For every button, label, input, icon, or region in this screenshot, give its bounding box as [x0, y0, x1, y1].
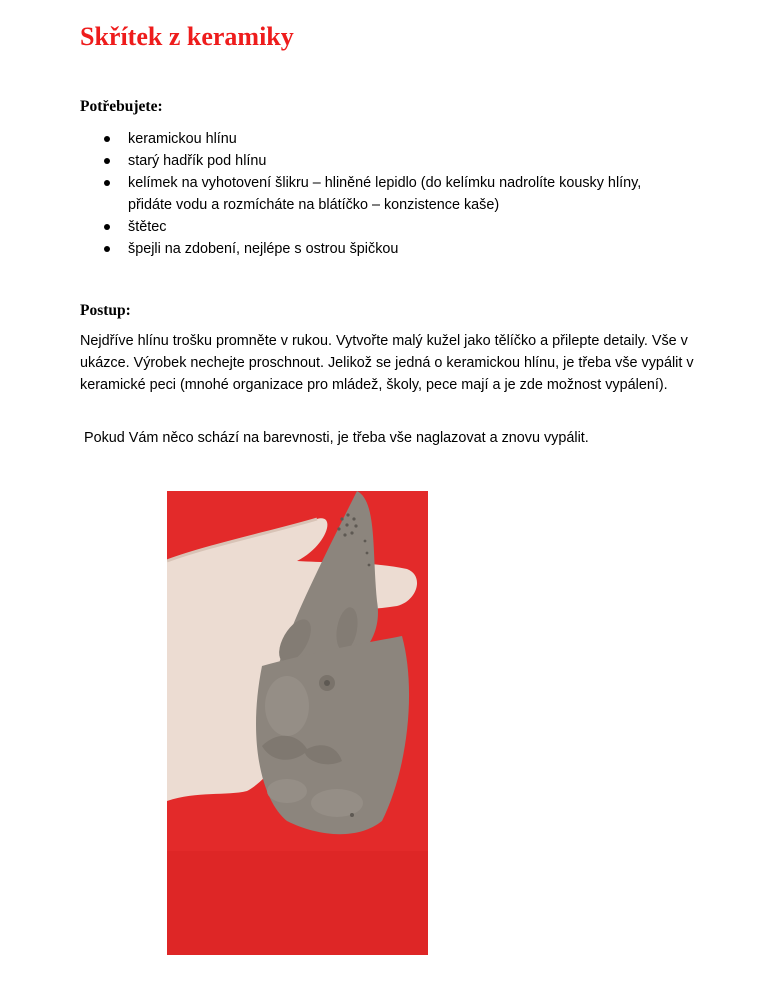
- list-item: špejli na zdobení, nejlépe s ostrou špičkou: [80, 238, 680, 260]
- page-title: Skřítek z keramiky: [80, 22, 294, 51]
- bullet-icon: [104, 246, 110, 252]
- list-item: keramickou hlínu: [80, 128, 680, 150]
- bullet-icon: [104, 158, 110, 164]
- bullet-icon: [104, 224, 110, 230]
- gnome-nose: [265, 676, 309, 736]
- list-item: starý hadřík pod hlínu: [80, 150, 680, 172]
- list-item: kelímek na vyhotovení šlikru – hliněné lepidlo (do kelímku nadrolíte kousky hlíny, přidáte vodu a rozmícháte na blátíčko – konzistence kaše): [80, 172, 680, 216]
- bullet-icon: [104, 180, 110, 186]
- needs-heading: Potřebujete:: [80, 98, 163, 115]
- glaze-note: Pokud Vám něco schází na barevnosti, je třeba vše naglazovat a znovu vypálit.: [84, 430, 589, 446]
- gnome-illustration: [167, 491, 428, 955]
- bullet-icon: [104, 136, 110, 142]
- gnome-photo: [167, 491, 428, 955]
- list-item: štětec: [80, 216, 680, 238]
- steps-paragraph: Nejdříve hlínu trošku promněte v rukou. Vytvořte malý kužel jako tělíčko a přilepte detaily. Vše v ukázce. Výrobek nechejte proschnout. Jelikož se jedná o keramickou hlínu, je třeba vše vypálit v keramické peci (mnohé organizace pro mládež, školy, pece mají a je zde možnost vypálení).: [80, 333, 694, 393]
- steps-heading: Postup:: [80, 302, 131, 319]
- materials-list: [80, 128, 680, 260]
